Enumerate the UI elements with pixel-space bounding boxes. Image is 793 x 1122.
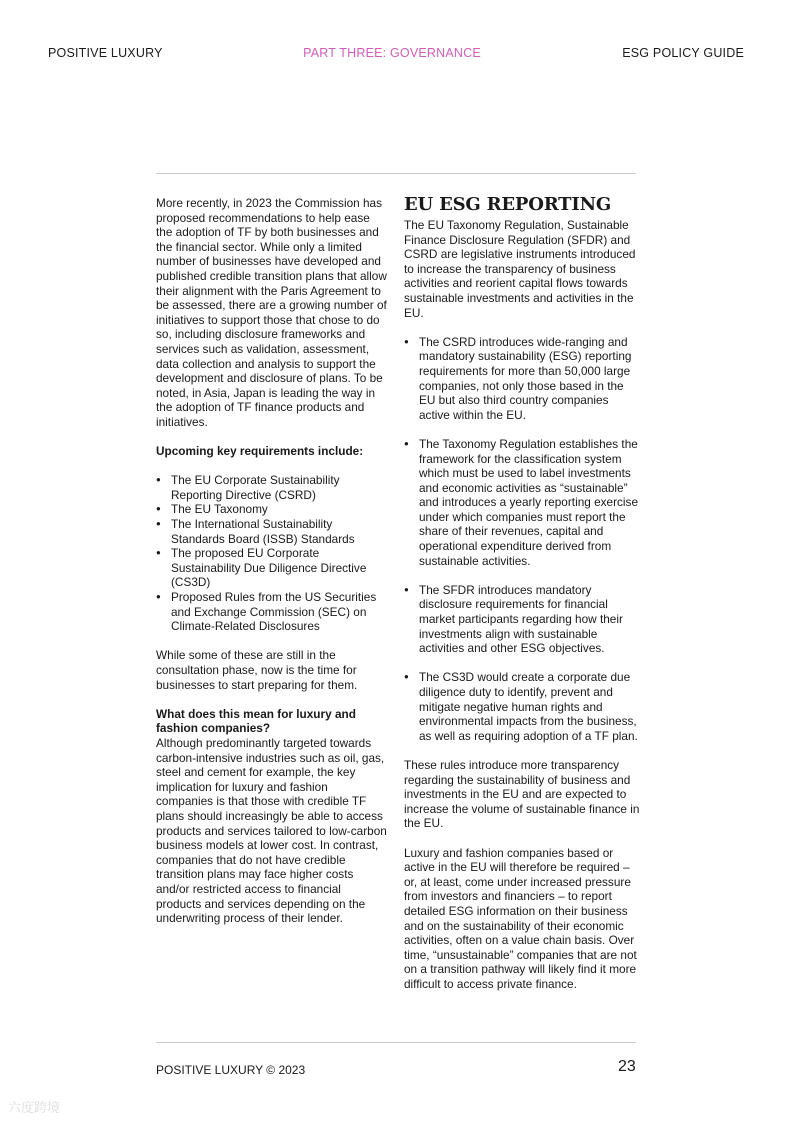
- requirements-list: [156, 473, 388, 634]
- list-item: ● The SFDR introduces mandatory disclosure requirements for financial market participants regarding how their investments align with sustainable activities and other ESG objectives.: [404, 583, 640, 656]
- consultation-paragraph: While some of these are still in the consultation phase, now is the time for businesses to start preparing for them.: [156, 648, 358, 692]
- list-item: ● The EU Corporate Sustainability Reporting Directive (CSRD): [156, 473, 388, 502]
- list-item: ● The CSRD introduces wide-ranging and mandatory sustainability (ESG) reporting requirements for more than 50,000 large companies, not only those based in the EU but also third country companies active within the EU.: [404, 335, 640, 423]
- header-right-title: ESG POLICY GUIDE: [622, 46, 744, 60]
- conclusion-paragraph: Luxury and fashion companies based or active in the EU will therefore be required – or, at least, come under increased pressure from investors and financiers – to report detailed ESG information on their business and on the sustainability of their economic activities, often on a value chain basis. Over time, “unsustainable” companies that are not on a transition pathway will likely find it more difficult to access private finance.: [404, 845, 637, 991]
- regulation-list: [404, 335, 640, 744]
- footer-copyright: POSITIVE LUXURY © 2023: [156, 1063, 306, 1077]
- intro-paragraph: More recently, in 2023 the Commission has proposed recommendations to help ease the adoption of TF by both businesses and the financial sector. While only a limited number of businesses have developed and published credible transition plans that allow their alignment with the Paris Agreement to be assessed, there are a growing number of initiatives to support those that chose to do so, including disclosure frameworks and services such as validation, assessment, data collection and analysis to support the development and disclosure of plans. To be noted, in Asia, Japan is leading the way in the adoption of TF finance products and initiatives.: [156, 196, 387, 429]
- list-item: ● The proposed EU Corporate Sustainability Due Diligence Directive (CS3D): [156, 546, 388, 590]
- list-item: ● The Taxonomy Regulation establishes the framework for the classification system which must be used to label investments and economic activities as “sustainable” and introduces a yearly reporting exercise under which companies must report the share of their revenues, capital and operational expenditure derived from sustainable activities.: [404, 437, 640, 568]
- header-left-title: POSITIVE LUXURY: [48, 46, 163, 60]
- right-column: [404, 194, 640, 1006]
- page-number: 23: [618, 1058, 636, 1075]
- list-item: ● Proposed Rules from the US Securities and Exchange Commission (SEC) on Climate-Related Disclosures: [156, 590, 388, 634]
- list-item: ● The International Sustainability Standards Board (ISSB) Standards: [156, 517, 388, 546]
- reporting-intro-paragraph: The EU Taxonomy Regulation, Sustainable Finance Disclosure Regulation (SFDR) and CSRD are legislative instruments introduced to increase the transparency of business activities and reorient capital flows towards sustainable investments and activities in the EU.: [404, 218, 636, 320]
- left-column: [156, 196, 388, 940]
- transparency-paragraph: These rules introduce more transparency regarding the sustainability of business and investments in the EU and are expected to increase the volume of sustainable finance in the EU.: [404, 757, 640, 831]
- list-item: ● The CS3D would create a corporate due diligence duty to identify, prevent and mitigate negative human rights and environmental impacts from the business, as well as requiring adoption of a TF plan.: [404, 670, 640, 743]
- section-title: EU ESG REPORTING: [404, 194, 612, 215]
- header-section-title: PART THREE: GOVERNANCE: [303, 46, 481, 60]
- luxury-heading: What does this mean for luxury and fashion companies?: [156, 706, 356, 736]
- top-divider: [156, 173, 636, 174]
- luxury-paragraph: Although predominantly targeted towards carbon-intensive industries such as oil, gas, steel and cement for example, the key implication for luxury and fashion companies is that those with credible TF plans should increasingly be able to access products and services tailored to low-carbon business models at lower cost. In contrast, companies that do not have credible transition plans may face higher costs and/or restricted access to financial products and services depending on the underwriting process of their lender.: [156, 735, 387, 926]
- bottom-divider: [156, 1042, 636, 1043]
- list-item: ● The EU Taxonomy: [156, 502, 388, 517]
- watermark: 六度跨境: [8, 1100, 61, 1115]
- requirements-heading: Upcoming key requirements include:: [156, 444, 364, 459]
